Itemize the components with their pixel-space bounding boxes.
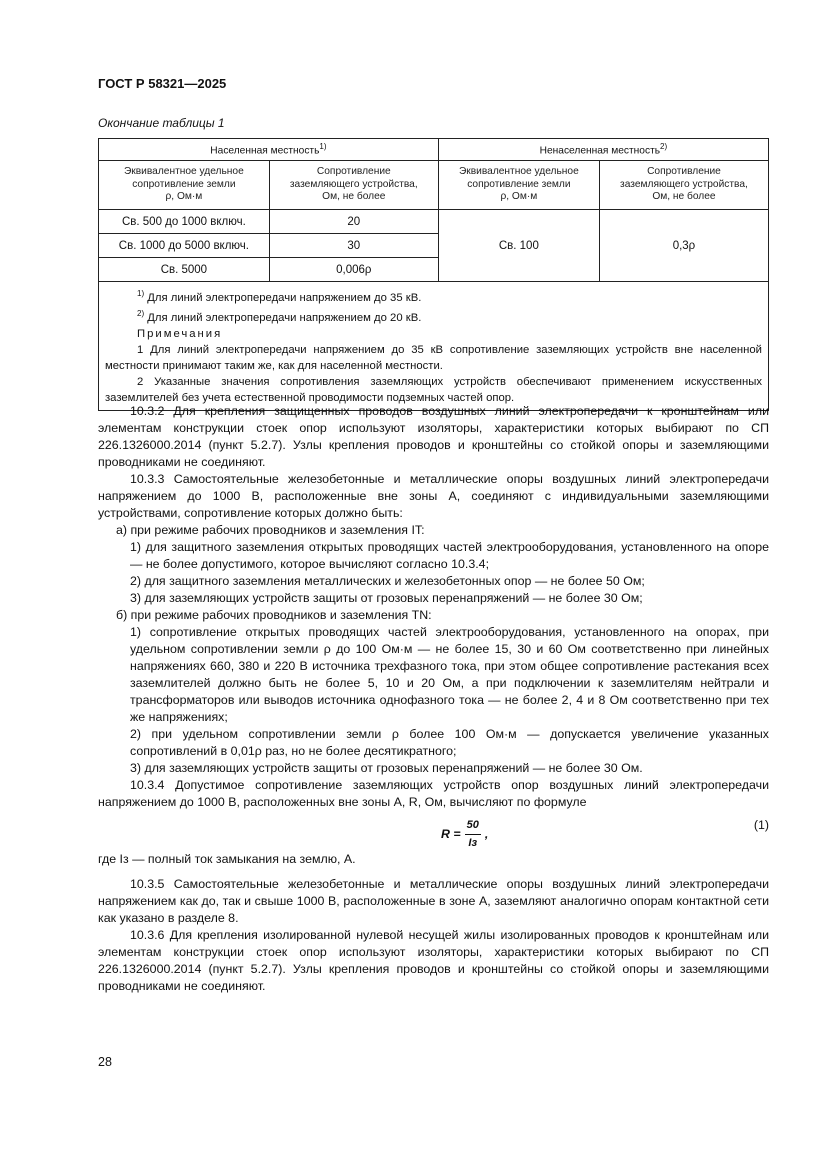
table-row [99, 210, 769, 234]
paragraph-10-3-6: 10.3.6 Для крепления изолированной нулевой несущей жилы изолированных проводов к кронштейнам или элементам конструкции стоек опор используют изоляторы, характеристики которых выбирают по СП 226.1326000.2014 (пункт 5.2.7). Узлы крепления проводов и кронштейны со стойкой опоры и заземляющими проводниками не соединяют. [98, 928, 769, 993]
cell: 0,3ρ [599, 210, 768, 282]
cell: Св. 100 [438, 210, 599, 282]
col-header-resistance: Сопротивление заземляющего устройства, Ом, не более [599, 161, 768, 210]
formula-fraction: $\frac{50}{Iз}$ [466, 819, 479, 849]
cell: Св. 1000 до 5000 включ. [99, 234, 270, 258]
group-unpopulated: Ненаселенная местность$^{2)}$ [438, 139, 768, 161]
note-1: 1 Для линий электропередачи напряжением до 35 кВ сопротивление заземляющих устройств вне населенной местности принимают таким же, как для населенной местности. [105, 343, 762, 372]
cell: 30 [269, 234, 438, 258]
col-header-rho: Эквивалентное удельное сопротивление земли ρ, Ом·м [99, 161, 270, 210]
item-b1: 1) сопротивление открытых проводящих частей электрооборудования, установленного на опорах, при удельном сопротивлении земли ρ до 100 Ом·м — не более 15, 30 и 60 Ом соответственно при линейных напряжениях 660, 380 и 220 В источника трехфазного тока, при этом общее сопротивление растекания всех заземлителей должно быть не более 5, 10 и 20 Ом, а при подключении к заземлителям нейтрали и трансформаторов или выводов источника однофазного тока — не более 2, 4 и 8 Ом соответственно при тех же напряжениях; [130, 625, 769, 724]
cell: Св. 500 до 1000 включ. [99, 210, 270, 234]
formula-comma: , [484, 827, 489, 841]
cell: 0,006ρ [269, 258, 438, 282]
page-number: 28 [98, 1055, 112, 1069]
document-header: ГОСТ Р 58321—2025 [98, 76, 227, 91]
formula-lhs: R = [441, 827, 461, 841]
footnote-1: $^{1)}$ Для линий электропередачи напряжением до 35 кВ. [137, 289, 422, 304]
cell: Св. 5000 [99, 258, 270, 282]
item-a1: 1) для защитного заземления открытых проводящих частей электрооборудования, установленного на опоре — не более допустимого, которое вычисляют согласно 10.3.4; [130, 540, 769, 571]
col-header-rho: Эквивалентное удельное сопротивление земли ρ, Ом·м [438, 161, 599, 210]
footnote-2: $^{2)}$ Для линий электропередачи напряжением до 20 кВ. [137, 308, 422, 324]
item-a3: 3) для заземляющих устройств защиты от грозовых перенапряжений — не более 30 Ом; [130, 591, 643, 605]
note-2: 2 Указанные значения сопротивления заземляющих устройств обеспечивают применением искусственных заземлителей без учета естественной проводимости подземных частей опор. [105, 375, 762, 404]
paragraph-10-3-4: 10.3.4 Допустимое сопротивление заземляющих устройств опор воздушных линий электропередачи напряжением до 1000 В, расположенных вне зоны А, R, Ом, вычисляют по формуле [98, 778, 769, 809]
paragraph-10-3-3: 10.3.3 Самостоятельные железобетонные и металлические опоры воздушных линий электропередачи напряжением до 1000 В, расположенные вне зоны А, соединяют с индивидуальными заземляющими устройствами, сопротивление которых должно быть: [98, 472, 769, 520]
item-b3: 3) для заземляющих устройств защиты от грозовых перенапряжений — не более 30 Ом. [130, 761, 643, 775]
formula-where: где Iз — полный ток замыкания на землю, А. [98, 852, 356, 866]
group-populated: Населенная местность$^{1)}$ [99, 139, 439, 161]
table-notes [99, 282, 769, 411]
item-a: а) при режиме рабочих проводников и заземления IT: [116, 523, 425, 537]
table-caption: Окончание таблицы 1 [98, 116, 225, 130]
formula-1 [98, 811, 769, 851]
formula-number: (1) [753, 818, 769, 832]
notes-title: Примечания [137, 327, 223, 340]
item-b2: 2) при удельном сопротивлении земли ρ более 100 Ом·м — допускается увеличение указанных сопротивлений в 0,01ρ раз, но не более десятикратного; [130, 727, 769, 758]
item-a2: 2) для защитного заземления металлических и железобетонных опор — не более 50 Ом; [130, 574, 645, 588]
col-header-resistance: Сопротивление заземляющего устройства, Ом, не более [269, 161, 438, 210]
paragraph-10-3-5: 10.3.5 Самостоятельные железобетонные и металлические опоры воздушных линий электропередачи напряжением как до, так и свыше 1000 В, расположенные в зоне А, заземляют аналогично опорам контактной сети как указано в разделе 8. [98, 877, 769, 925]
item-b: б) при режиме рабочих проводников и заземления TN: [116, 608, 432, 622]
body-text [98, 403, 769, 995]
paragraph-10-3-2: 10.3.2 Для крепления защищенных проводов воздушных линий электропередачи к кронштейнам или элементам конструкции стоек опор используют изоляторы, характеристики которых выбирают по СП 226.1326000.2014 (пункт 5.2.7). Узлы крепления проводов и кронштейны со стойкой опоры и заземляющими проводниками не соединяют. [98, 404, 769, 469]
grounding-resistance-table [98, 138, 769, 411]
cell: 20 [269, 210, 438, 234]
